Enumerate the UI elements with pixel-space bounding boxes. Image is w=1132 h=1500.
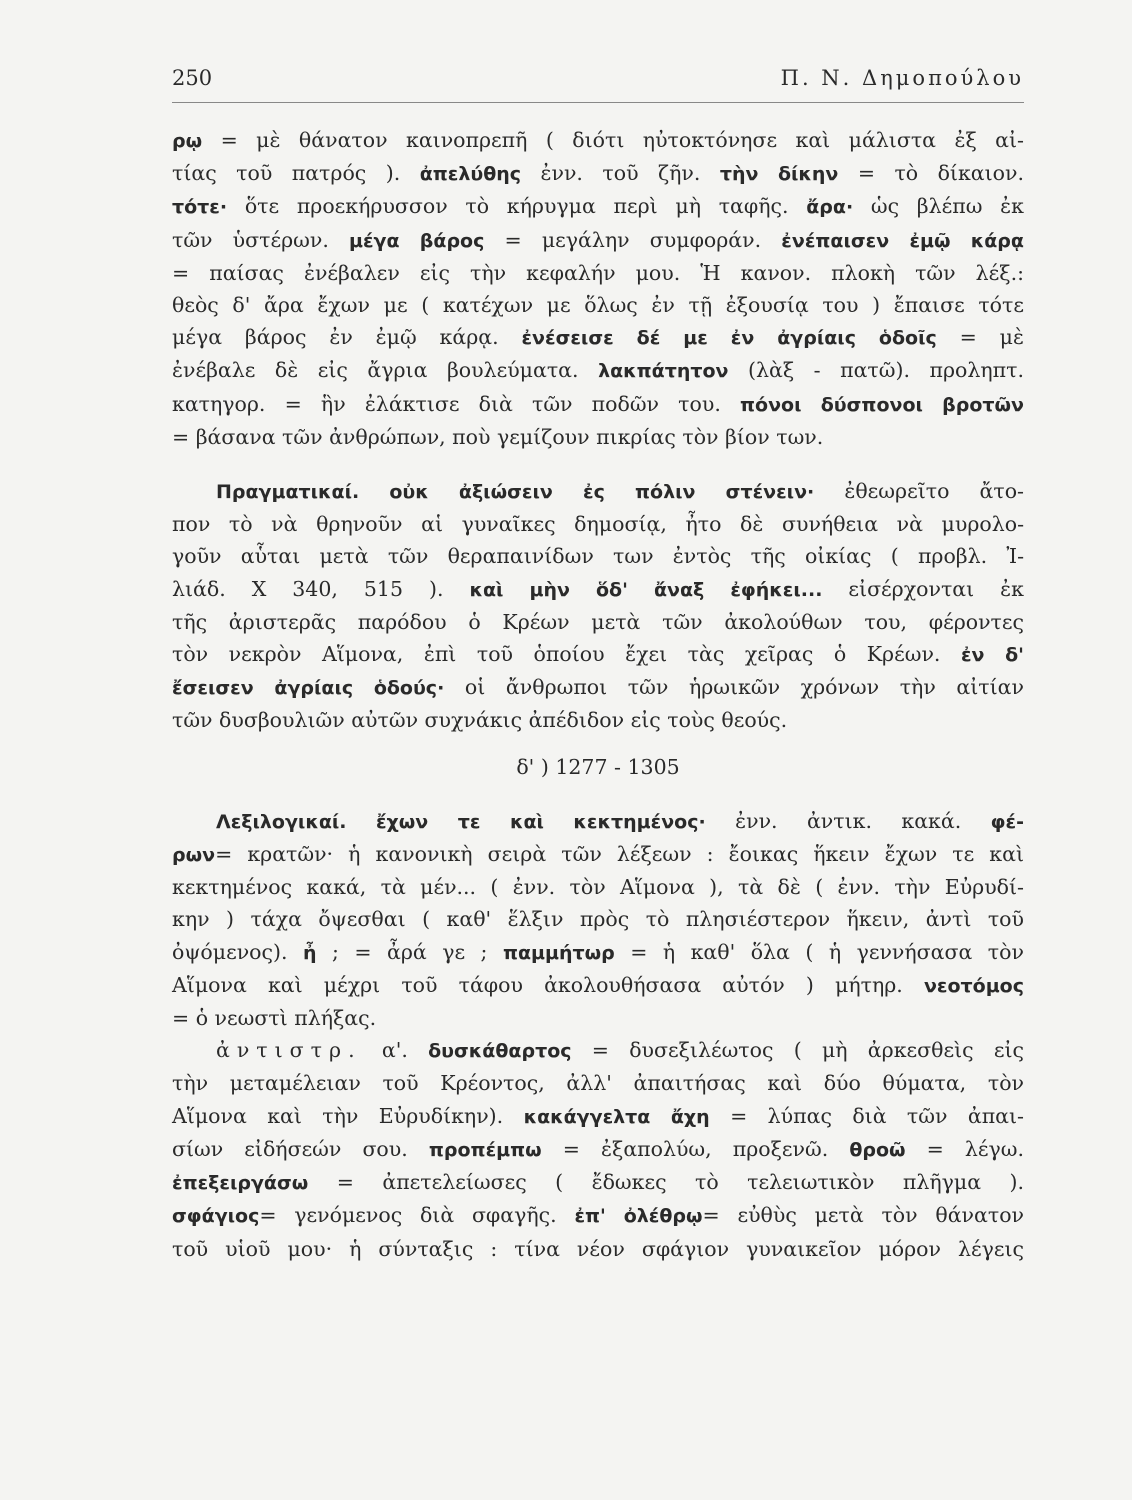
text-line: τῶν δυσβουλιῶν αὐτῶν συχνάκις ἀπέδιδον εἰς τοὺς θεούς. — [172, 708, 788, 733]
text-line: μέγα βάρος ἐν ἐμῷ κάρᾳ. ἐνέσεισε δέ με ἐν ἀγρίαις ὁδοῖς = μὲ — [172, 325, 1024, 350]
lexilogikai-notes — [172, 805, 1024, 1034]
text-line: ἔσεισεν ἀγρίαις ὁδούς· οἱ ἄνθρωποι τῶν ἡρωικῶν χρόνων τὴν αἰτίαν — [172, 675, 1024, 700]
lemma: ἐνέπαισεν ἐμῷ κάρᾳ — [781, 229, 1024, 252]
text-line: ἀντιστρ. α'. δυσκάθαρτος = δυσεξιλέωτος ( μὴ ἀρκεσθεὶς εἰς — [216, 1038, 1024, 1063]
text-line: ὀψόμενος). ἦ ; = ἆρά γε ; παμμήτωρ = ἡ καθ' ὅλα ( ἡ γεννήσασα τὸν — [172, 939, 1024, 964]
text-line: τῶν ὑστέρων. μέγα βάρος = μεγάλην συμφοράν. ἐνέπαισεν ἐμῷ κάρᾳ — [172, 227, 1024, 252]
section-label: Λεξιλογικαί. — [216, 810, 347, 833]
text-line: Λεξιλογικαί. ἔχων τε καὶ κεκτημένος· ἐνν. ἀντικ. κακά. φέ- — [216, 808, 1024, 833]
text-line: θεὸς δ' ἄρα ἔχων με ( κατέχων με ὅλως ἐν τῇ ἐξουσίᾳ του ) ἔπαισε τότε — [172, 293, 1024, 318]
text-line: τὸν νεκρὸν Αἵμονα, ἐπὶ τοῦ ὁποίου ἔχει τὰς χεῖρας ὁ Κρέων. ἐν δ' — [172, 642, 1024, 667]
text-line: τοῦ υἱοῦ μου· ἡ σύνταξις : τίνα νέον σφάγιον γυναικεῖον μόρον λέγεις — [172, 1236, 1024, 1261]
lemma: ἀπελύθης — [419, 163, 522, 186]
text-line: ρῳ = μὲ θάνατον καινοπρεπῆ ( διότι ηὐτοκτόνησε καὶ μάλιστα ἐξ αἰ- — [172, 128, 1024, 152]
lemma: δυσκάθαρτος — [428, 1040, 572, 1063]
text-line: τῆς ἀριστερᾶς παρόδου ὁ Κρέων μετὰ τῶν ἀκολούθων του, φέροντες — [172, 609, 1024, 634]
antistrophe-notes — [172, 1034, 1024, 1264]
lemma: ἄρα· — [806, 196, 854, 219]
text-line: ἐνέβαλε δὲ εἰς ἄγρια βουλεύματα. λακπάτητον (λὰξ - πατῶ). προληπτ. — [172, 358, 1024, 383]
lemma: παμμήτωρ — [502, 941, 615, 964]
text-line: Πραγματικαί. οὐκ ἀξιώσειν ἐς πόλιν στένειν· ἐθεωρεῖτο ἄτο- — [216, 479, 1024, 504]
lemma: πόνοι δύσπονοι βροτῶν — [740, 393, 1024, 416]
lemma: καὶ μὴν ὅδ' ἄναξ ἐφήκει... — [469, 578, 823, 601]
text-line: τότε· ὅτε προεκήρυσσον τὸ κήρυγμα περὶ μὴ ταφῆς. ἄρα· ὡς βλέπω ἐκ — [172, 194, 1024, 219]
text-line: Αἵμονα καὶ μέχρι τοῦ τάφου ἀκολουθήσασα αὐτόν ) μήτηρ. νεοτόμος — [172, 972, 1024, 997]
text-line: τίας τοῦ πατρός ). ἀπελύθης ἐνν. τοῦ ζῆν. τὴν δίκην = τὸ δίκαιον. — [172, 161, 1024, 186]
page-header — [172, 66, 1024, 103]
lemma: ἐπεξειργάσω — [172, 1172, 309, 1195]
lemma: ἔσεισεν ἀγρίαις ὁδούς· — [172, 677, 445, 700]
text-line: = παίσας ἐνέβαλεν εἰς τὴν κεφαλήν μου. Ἡ κανον. πλοκὴ τῶν λέξ.: — [172, 260, 1024, 285]
text-line: σφάγιος= γενόμενος διὰ σφαγῆς. ἐπ' ὀλέθρῳ= εὐθὺς μετὰ τὸν θάνατον — [172, 1203, 1024, 1228]
lemma: τότε· — [172, 196, 228, 219]
lemma: κακάγγελτα ἄχη — [523, 1105, 710, 1128]
lemma: ρων — [172, 844, 216, 867]
page-body — [172, 124, 1024, 1265]
running-title: Π. Ν. Δημοπούλου — [780, 66, 1024, 90]
lemma: λακπάτητον — [598, 360, 729, 383]
pragmatikai-notes — [172, 475, 1024, 737]
text-line: κεκτημένος κακά, τὰ μέν... ( ἐνν. τὸν Αἵμονα ), τὰ δὲ ( ἐνν. τὴν Εὐρυδί- — [172, 875, 1024, 900]
lemma: φέ- — [990, 810, 1024, 833]
text-line: τὴν μεταμέλειαν τοῦ Κρέοντος, ἀλλ' ἀπαιτήσας καὶ δύο θύματα, τὸν — [172, 1071, 1024, 1096]
text-line: = βάσανα τῶν ἀνθρώπων, ποὺ γεμίζουν πικρίας τὸν βίον των. — [172, 424, 824, 449]
lemma: σφάγιος — [172, 1205, 260, 1228]
lemma: ἐπ' ὀλέθρῳ — [574, 1205, 703, 1228]
lemma: ἐνέσεισε δέ με ἐν ἀγρίαις ὁδοῖς — [521, 327, 937, 350]
text-line: ρων= κρατῶν· ἡ κανονικὴ σειρὰ τῶν λέξεων : ἔοικας ἥκειν ἔχων τε καὶ — [172, 842, 1024, 867]
text-line: λιάδ. Χ 340, 515 ). καὶ μὴν ὅδ' ἄναξ ἐφήκει... εἰσέρχονται ἐκ — [172, 576, 1024, 601]
lemma: μέγα βάρος — [349, 229, 485, 252]
antistrophe-label: ἀντιστρ. — [216, 1038, 362, 1063]
text-line: κην ) τάχα ὄψεσθαι ( καθ' ἕλξιν πρὸς τὸ πλησιέστερον ἥκειν, ἀντὶ τοῦ — [172, 907, 1024, 932]
lemma: ἦ — [302, 941, 317, 964]
text-line: σίων εἰδήσεών σου. προπέμπω = ἐξαπολύω, προξενῶ. θροῶ = λέγω. — [172, 1136, 1024, 1161]
text-line: = ὁ νεωστὶ πλήξας. — [172, 1006, 377, 1031]
page-number: 250 — [172, 66, 213, 90]
text-line: ἐπεξειργάσω = ἀπετελείωσες ( ἔδωκες τὸ τελειωτικὸν πλῆγμα ). — [172, 1170, 1024, 1195]
lemma: τὴν δίκην — [719, 163, 839, 186]
text-line: πον τὸ νὰ θρηνοῦν αἱ γυναῖκες δημοσίᾳ, ἦτο δὲ συνήθεια νὰ μυρολο- — [172, 512, 1024, 537]
text-line: κατηγορ. = ἣν ἐλάκτισε διὰ τῶν ποδῶν του. πόνοι δύσπονοι βροτῶν — [172, 391, 1024, 416]
text-line: γοῦν αὗται μετὰ τῶν θεραπαινίδων των ἐντὸς τῆς οἰκίας ( προβλ. Ἰ- — [172, 544, 1024, 569]
section-label: Πραγματικαί. — [216, 481, 360, 504]
lemma: ἐν δ' — [960, 644, 1024, 667]
lemma: νεοτόμος — [923, 974, 1024, 997]
text-line: Αἵμονα καὶ τὴν Εὐρυδίκην). κακάγγελτα ἄχη = λύπας διὰ τῶν ἀπαι- — [172, 1103, 1024, 1128]
section-heading: δ' ) 1277 - 1305 — [516, 754, 680, 779]
lemma: θροῶ — [849, 1138, 906, 1161]
lemma: οὐκ ἀξιώσειν ἐς πόλιν στένειν· — [389, 481, 815, 504]
lemma: ρῳ — [172, 130, 203, 152]
lemma: προπέμπω — [428, 1138, 542, 1161]
lemma: ἔχων τε καὶ κεκτημένος· — [375, 810, 706, 833]
lexical-notes-continued — [172, 124, 1024, 453]
